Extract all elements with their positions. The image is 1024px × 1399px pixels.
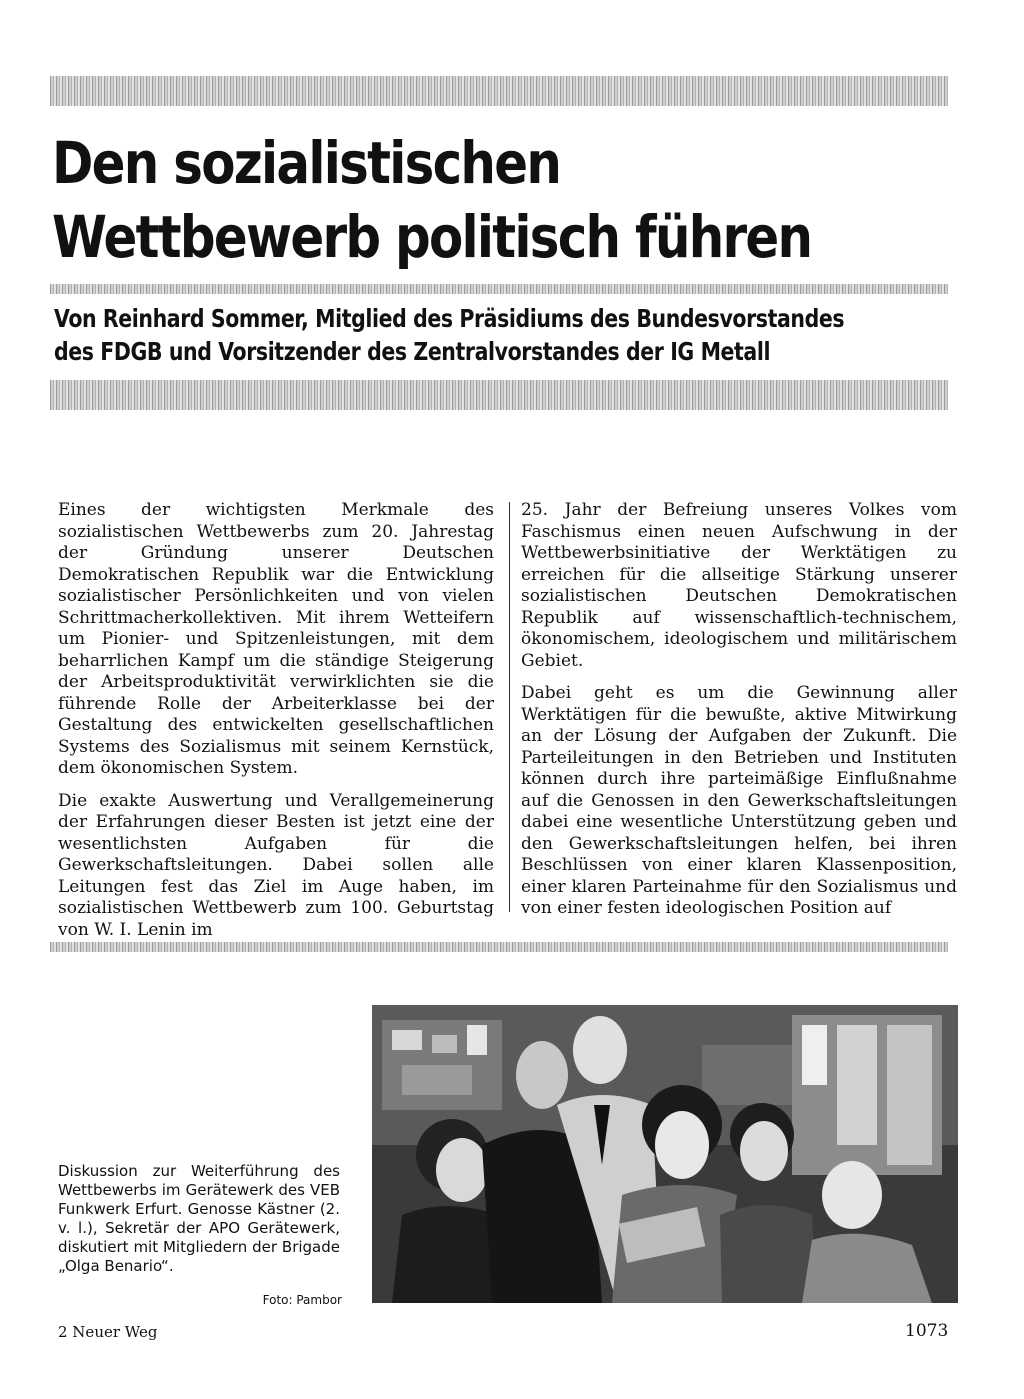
headline-line-2: Wettbewerb politisch führen — [52, 203, 812, 271]
headline-divider-band — [50, 284, 948, 294]
right-text-column — [521, 500, 957, 931]
byline-divider-band — [50, 380, 948, 410]
page-number: 1073 — [905, 1321, 949, 1341]
text-photo-divider-band — [50, 942, 948, 952]
photo-illustration — [372, 1005, 958, 1303]
photo-workers-discussion — [372, 1005, 958, 1303]
byline-line-1: Von Reinhard Sommer, Mitglied des Präsidiums des Bundesvorstandes — [54, 304, 845, 333]
byline-line-2: des FDGB und Vorsitzender des Zentralvorstandes der IG Metall — [54, 337, 771, 366]
right-paragraph-1: 25. Jahr der Befreiung unseres Volkes vom Faschismus einen neuen Aufschwung in der Wettbewerbsinitiative der Werktätigen zu erreichen für die allseitige Stärkung unserer sozialistischen Deutschen Demokratischen Republik auf wissenschaftlich-technischem, ökonomischem, ideologischem und militärischem Gebiet. — [521, 500, 957, 671]
photo-credit: Foto: Pambor — [262, 1293, 342, 1307]
right-paragraph-2: Dabei geht es um die Gewinnung aller Werktätigen für die bewußte, aktive Mitwirkung an der Lösung der Aufgaben der Zukunft. Die Parteileitungen in den Betrieben und Instituten können durch ihre parteimäßige Einflußnahme auf die Genossen in den Gewerkschaftsleitungen dabei eine wesentliche Unterstützung geben und den Gewerkschaftsleitungen helfen, bei ihren Beschlüssen von einer klaren Klassenposition, einer klaren Parteinahme für den Sozialismus und von einer festen ideologischen Position auf — [521, 683, 957, 918]
left-text-column — [58, 500, 494, 952]
left-paragraph-2: Die exakte Auswertung und Verallgemeinerung der Erfahrungen dieser Besten ist jetzt eine der wesentlichsten Aufgaben für die Gewerkschaftsleitungen. Dabei sollen alle Leitungen fest das Ziel im Auge haben, im sozialistischen Wettbewerb zum 100. Geburtstag von W. I. Lenin im — [58, 790, 494, 940]
headline — [52, 126, 826, 274]
headline-line-1: Den sozialistischen — [52, 129, 561, 197]
header-texture-band — [50, 76, 948, 106]
byline — [54, 302, 874, 368]
photo-caption: Diskussion zur Weiterführung des Wettbewerbs im Gerätewerk des VEB Funkwerk Erfurt. Genosse Kästner (2. v. l.), Sekretär der APO Gerätewerk, diskutiert mit Mitgliedern der Brigade „Olga Benario“. — [58, 1162, 340, 1275]
left-paragraph-1: Eines der wichtigsten Merkmale des sozialistischen Wettbewerbs zum 20. Jahrestag der Gründung unserer Deutschen Demokratischen Republik war die Entwicklung sozialistischer Persönlichkeiten und von vielen Schrittmacherkollektiven. Mit ihrem Wetteifern um Pionier- und Spitzenleistungen, mit dem beharrlichen Kampf um die ständige Steigerung der Arbeitsproduktivität verwirklichten sie die führende Rolle der Arbeiterklasse bei der Gestaltung des entwickelten gesellschaftlichen Systems des Sozialismus mit seinem Kernstück, dem ökonomischen System. — [58, 500, 494, 778]
footer-signature: 2 Neuer Weg — [58, 1323, 158, 1341]
column-divider — [509, 502, 510, 912]
